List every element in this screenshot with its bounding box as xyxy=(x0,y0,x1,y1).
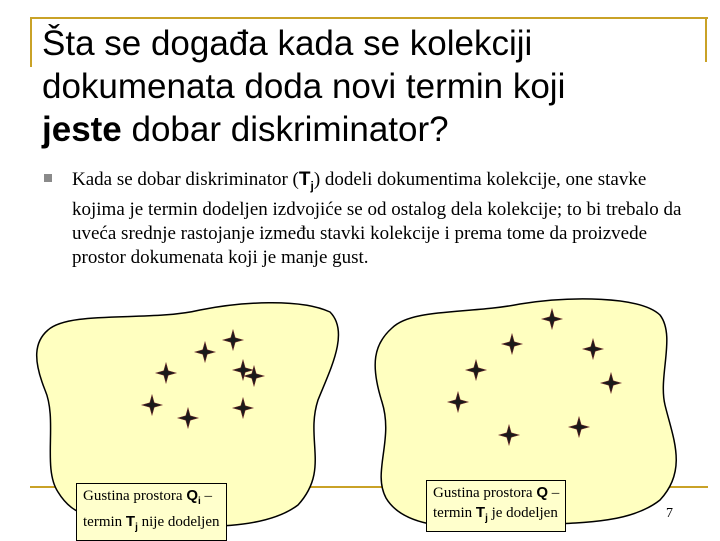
bullet-text-post: ) dodeli dokumentima kolekcije, one stavke kojima je termin dodeljen izdvojiće se od ostalog dela kolekcije; to bi trebalo da uveća srednje rastojanje između stavki kolekcije i prema tome da proizvede prostor dokumenata koji je manje gust. xyxy=(72,169,682,268)
left-caption xyxy=(76,483,227,541)
right-caption-line-1 xyxy=(433,483,559,503)
right-caption-text: Gustina prostora xyxy=(433,485,537,501)
t-subscript: j xyxy=(485,513,488,524)
title-line-2: dokumenata doda novi termin koji xyxy=(42,67,566,106)
q-symbol: Q xyxy=(186,487,198,504)
t-subscript: j xyxy=(135,522,138,533)
bullet-text-pre: Kada se dobar diskriminator ( xyxy=(72,169,299,190)
title-emphasis: jeste xyxy=(42,110,122,149)
right-caption-status: je dodeljen xyxy=(487,505,558,521)
left-caption-line-1 xyxy=(83,486,220,512)
right-caption-termin: termin xyxy=(433,505,476,521)
t-symbol: T xyxy=(475,504,486,521)
right-caption-line-2 xyxy=(433,503,559,529)
left-caption-dash: – xyxy=(200,488,213,504)
term-symbol: T xyxy=(298,169,311,190)
slide-number: 7 xyxy=(666,506,673,521)
left-caption-status: nije dodeljen xyxy=(137,514,220,530)
term-subscript: j xyxy=(310,178,314,193)
title-line-3-rest: dobar diskriminator? xyxy=(121,110,449,149)
q-symbol: Q xyxy=(536,484,548,501)
title-line-1: Šta se događa kada se kolekciji xyxy=(42,24,533,63)
left-caption-termin: termin xyxy=(83,514,126,530)
left-caption-text: Gustina prostora xyxy=(83,488,187,504)
left-caption-line-2 xyxy=(83,512,220,538)
q-subscript: i xyxy=(198,496,201,507)
right-caption-dash: – xyxy=(548,485,560,501)
right-caption xyxy=(426,480,566,532)
t-symbol: T xyxy=(125,513,136,530)
